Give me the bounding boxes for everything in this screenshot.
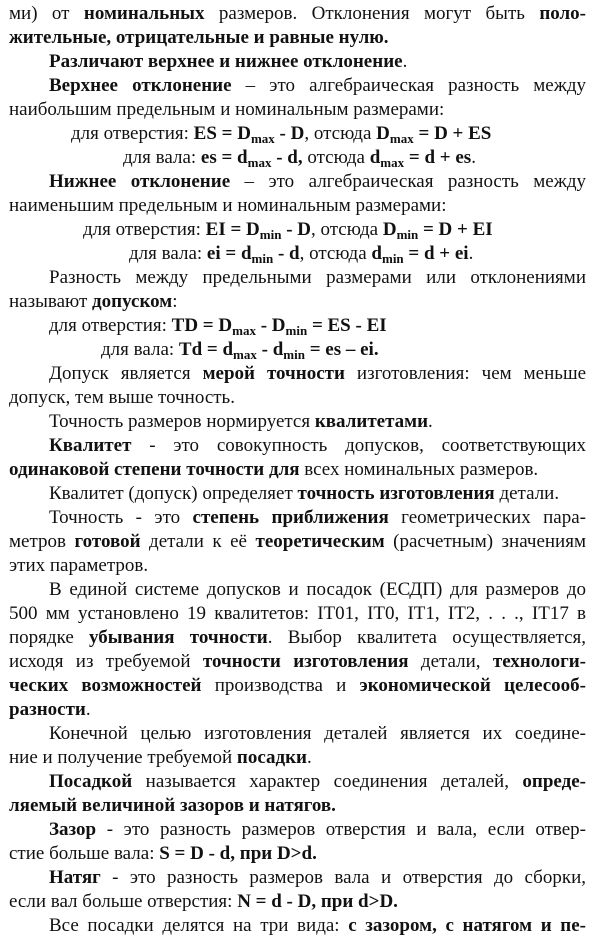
text-run: для вала: bbox=[101, 339, 179, 360]
bold-text: точность изготовления bbox=[297, 483, 495, 504]
text-line bbox=[9, 386, 586, 410]
text-run: называют bbox=[9, 291, 93, 312]
bold-text: посадки bbox=[236, 747, 308, 768]
bold-text: = es – ei. bbox=[304, 339, 379, 360]
text-run: . Выбор квалитета осуществляется, bbox=[267, 627, 586, 648]
text-line bbox=[9, 362, 586, 386]
bold-text: - d, bbox=[271, 147, 303, 168]
bold-text: ES = D bbox=[193, 123, 251, 144]
bold-text: степень приближения bbox=[192, 507, 389, 528]
text-run: метров bbox=[9, 531, 75, 552]
text-run: если вал больше отверстия: bbox=[9, 891, 238, 912]
text-run: Разность между предельными размерами или отклонениями bbox=[49, 267, 586, 288]
bold-text: S = D - d, при D>d. bbox=[159, 843, 317, 864]
text-line bbox=[9, 842, 586, 866]
text-line bbox=[9, 650, 586, 674]
subscript: min bbox=[259, 227, 282, 242]
subscript: max bbox=[233, 347, 257, 362]
text-line bbox=[9, 434, 586, 458]
bold-text: = d + ei bbox=[403, 243, 469, 264]
text-run: . bbox=[428, 411, 433, 432]
formula-line bbox=[129, 242, 473, 266]
formula-line bbox=[49, 314, 387, 338]
bold-text: номинальных bbox=[83, 3, 205, 24]
bold-text: одинаковой степени точности для bbox=[9, 459, 300, 480]
bold-text: ляемый величиной зазоров и натягов. bbox=[9, 795, 336, 816]
bold-text: D bbox=[382, 219, 397, 240]
subscript: min bbox=[396, 227, 419, 242]
text-run: отсюда bbox=[302, 147, 370, 168]
text-run: Все посадки делятся на три вида: bbox=[49, 915, 349, 936]
subscript: min bbox=[283, 347, 305, 362]
bold-text: убывания точности bbox=[89, 627, 268, 648]
bold-text: Квалитет bbox=[49, 435, 132, 456]
text-run: детали к её bbox=[140, 531, 256, 552]
text-run: – это алгебраическая разность между bbox=[230, 171, 586, 192]
text-run: Квалитет (допуск) определяет bbox=[49, 483, 298, 504]
text-run: - это разность размеров отверстия и вала, если отвер- bbox=[96, 819, 586, 840]
text-line bbox=[9, 290, 586, 314]
text-run: Точность размеров нормируется bbox=[49, 411, 315, 432]
subscript: max bbox=[232, 323, 256, 338]
formula-line bbox=[123, 146, 476, 170]
text-run: для отверстия: bbox=[83, 219, 206, 240]
text-run: Допуск является bbox=[49, 363, 203, 384]
text-run: , отсюда bbox=[311, 219, 383, 240]
bold-text: d bbox=[371, 243, 382, 264]
bold-text: разности bbox=[9, 699, 86, 720]
bold-text: теоретическим bbox=[255, 531, 385, 552]
bold-text: Верхнее отклонение bbox=[49, 75, 232, 96]
bold-text: технологи- bbox=[492, 651, 587, 672]
text-line bbox=[9, 458, 586, 482]
text-run: допуск, тем выше точность. bbox=[9, 387, 235, 408]
text-line bbox=[9, 578, 586, 602]
text-line bbox=[9, 2, 586, 26]
formula-line bbox=[101, 338, 379, 362]
text-line bbox=[9, 170, 586, 194]
text-run: для вала: bbox=[129, 243, 207, 264]
text-line bbox=[9, 74, 586, 98]
bold-text: Посадкой bbox=[49, 771, 133, 792]
bold-text: поло- bbox=[539, 3, 587, 24]
bold-text: Нижнее отклонение bbox=[49, 171, 231, 192]
text-run: для вала: bbox=[123, 147, 201, 168]
subscript: max bbox=[389, 131, 414, 146]
text-run: : bbox=[172, 291, 178, 312]
text-line bbox=[9, 674, 586, 698]
text-run: для отверстия: bbox=[49, 315, 172, 336]
text-line bbox=[9, 554, 586, 578]
subscript: min bbox=[381, 251, 404, 266]
bold-text: допуском bbox=[92, 291, 173, 312]
text-run: порядке bbox=[9, 627, 90, 648]
subscript: min bbox=[285, 323, 308, 338]
bold-text: Зазор bbox=[49, 819, 97, 840]
text-line bbox=[9, 626, 586, 650]
text-line bbox=[9, 818, 586, 842]
subscript: max bbox=[380, 155, 405, 170]
text-line bbox=[9, 794, 586, 818]
text-run: . bbox=[471, 147, 476, 168]
bold-text: N = d - D, при d>D. bbox=[237, 891, 398, 912]
text-run: этих параметров. bbox=[9, 555, 149, 576]
text-run: геометрических пара- bbox=[388, 507, 586, 528]
text-run: всех номинальных размеров. bbox=[299, 459, 539, 480]
text-run: исходя из требуемой bbox=[9, 651, 203, 672]
text-line bbox=[9, 866, 586, 890]
bold-text: с зазором, с натягом и пе- bbox=[348, 915, 586, 936]
text-run: . bbox=[85, 699, 91, 720]
bold-text: опреде- bbox=[522, 771, 586, 792]
text-line bbox=[9, 98, 586, 122]
text-line bbox=[9, 266, 586, 290]
text-run: 500 мм установлено 19 квалитетов: IT01, IT0, IT1, IT2, . . ., IT17 в bbox=[9, 603, 586, 624]
text-run: , отсюда bbox=[299, 243, 372, 264]
text-run: , отсюда bbox=[304, 123, 377, 144]
bold-text: es = d bbox=[200, 147, 248, 168]
bold-text: Td = d bbox=[178, 339, 234, 360]
bold-text: EI = D bbox=[205, 219, 260, 240]
bold-text: ческих возможностей bbox=[9, 675, 202, 696]
text-line bbox=[9, 746, 586, 770]
text-run: В единой системе допусков и посадок (ЕСДП) для размеров до bbox=[49, 579, 586, 600]
text-run: . bbox=[468, 243, 474, 264]
text-run: изготовления: чем меньше bbox=[344, 363, 587, 384]
text-run: для отверстия: bbox=[71, 123, 194, 144]
bold-text: Натяг bbox=[49, 867, 101, 888]
bold-text: квалитетами bbox=[314, 411, 429, 432]
text-run: ние и получение требуемой bbox=[9, 747, 237, 768]
formula-line bbox=[71, 122, 491, 146]
bold-text: = D + ES bbox=[413, 123, 492, 144]
text-run: Конечной целью изготовления деталей является их соедине- bbox=[49, 723, 586, 744]
text-run: ми) от bbox=[9, 3, 84, 24]
formula-line bbox=[83, 218, 493, 242]
text-run: производства и bbox=[201, 675, 360, 696]
text-run: . bbox=[307, 747, 312, 768]
text-line bbox=[9, 410, 586, 434]
text-run: . bbox=[402, 51, 408, 72]
bold-text: - D bbox=[274, 123, 305, 144]
bold-text: Различают верхнее и нижнее отклонение bbox=[49, 51, 403, 72]
text-line bbox=[9, 914, 586, 938]
text-line bbox=[9, 722, 586, 746]
subscript: min bbox=[251, 251, 274, 266]
text-run: детали, bbox=[408, 651, 493, 672]
text-run: - это разность размеров вала и отверстия до сборки, bbox=[100, 867, 586, 888]
bold-text: D bbox=[376, 123, 390, 144]
bold-text: экономической целесооб- bbox=[359, 675, 586, 696]
subscript: max bbox=[247, 155, 272, 170]
bold-text: мерой точности bbox=[202, 363, 345, 384]
text-line bbox=[9, 26, 586, 50]
bold-text: - d bbox=[273, 243, 300, 264]
text-run: стие больше вала: bbox=[9, 843, 160, 864]
text-line bbox=[9, 506, 586, 530]
text-run: детали. bbox=[494, 483, 560, 504]
text-line bbox=[9, 698, 586, 722]
text-line bbox=[9, 890, 586, 914]
bold-text: ei = d bbox=[206, 243, 252, 264]
text-line bbox=[9, 770, 586, 794]
bold-text: = ES - EI bbox=[307, 315, 387, 336]
text-line bbox=[9, 530, 586, 554]
text-run: – это алгебраическая разность между bbox=[231, 75, 586, 96]
subscript: max bbox=[250, 131, 275, 146]
text-run: размеров. Отклонения могут быть bbox=[204, 3, 540, 24]
bold-text: - D bbox=[281, 219, 312, 240]
text-run: Точность - это bbox=[49, 507, 193, 528]
bold-text: = d + es bbox=[404, 147, 472, 168]
text-line bbox=[9, 194, 586, 218]
bold-text: - d bbox=[256, 339, 284, 360]
bold-text: d bbox=[369, 147, 381, 168]
text-line bbox=[9, 482, 586, 506]
text-run: наибольшим предельным и номинальным размерами: bbox=[9, 99, 445, 120]
bold-text: жительные, отрицательные и равные нулю. bbox=[9, 27, 389, 48]
bold-text: TD = D bbox=[171, 315, 233, 336]
text-line bbox=[9, 50, 586, 74]
bold-text: точности изготовления bbox=[202, 651, 409, 672]
text-run: - это совокупность допусков, соответствующих bbox=[131, 435, 586, 456]
bold-text: = D + EI bbox=[418, 219, 493, 240]
bold-text: - D bbox=[255, 315, 286, 336]
text-run: называется характер соединения деталей, bbox=[132, 771, 523, 792]
text-line bbox=[9, 602, 586, 626]
bold-text: готовой bbox=[74, 531, 141, 552]
text-run: наименьшим предельным и номинальным размерами: bbox=[9, 195, 447, 216]
text-run: (расчетным) значениям bbox=[384, 531, 586, 552]
